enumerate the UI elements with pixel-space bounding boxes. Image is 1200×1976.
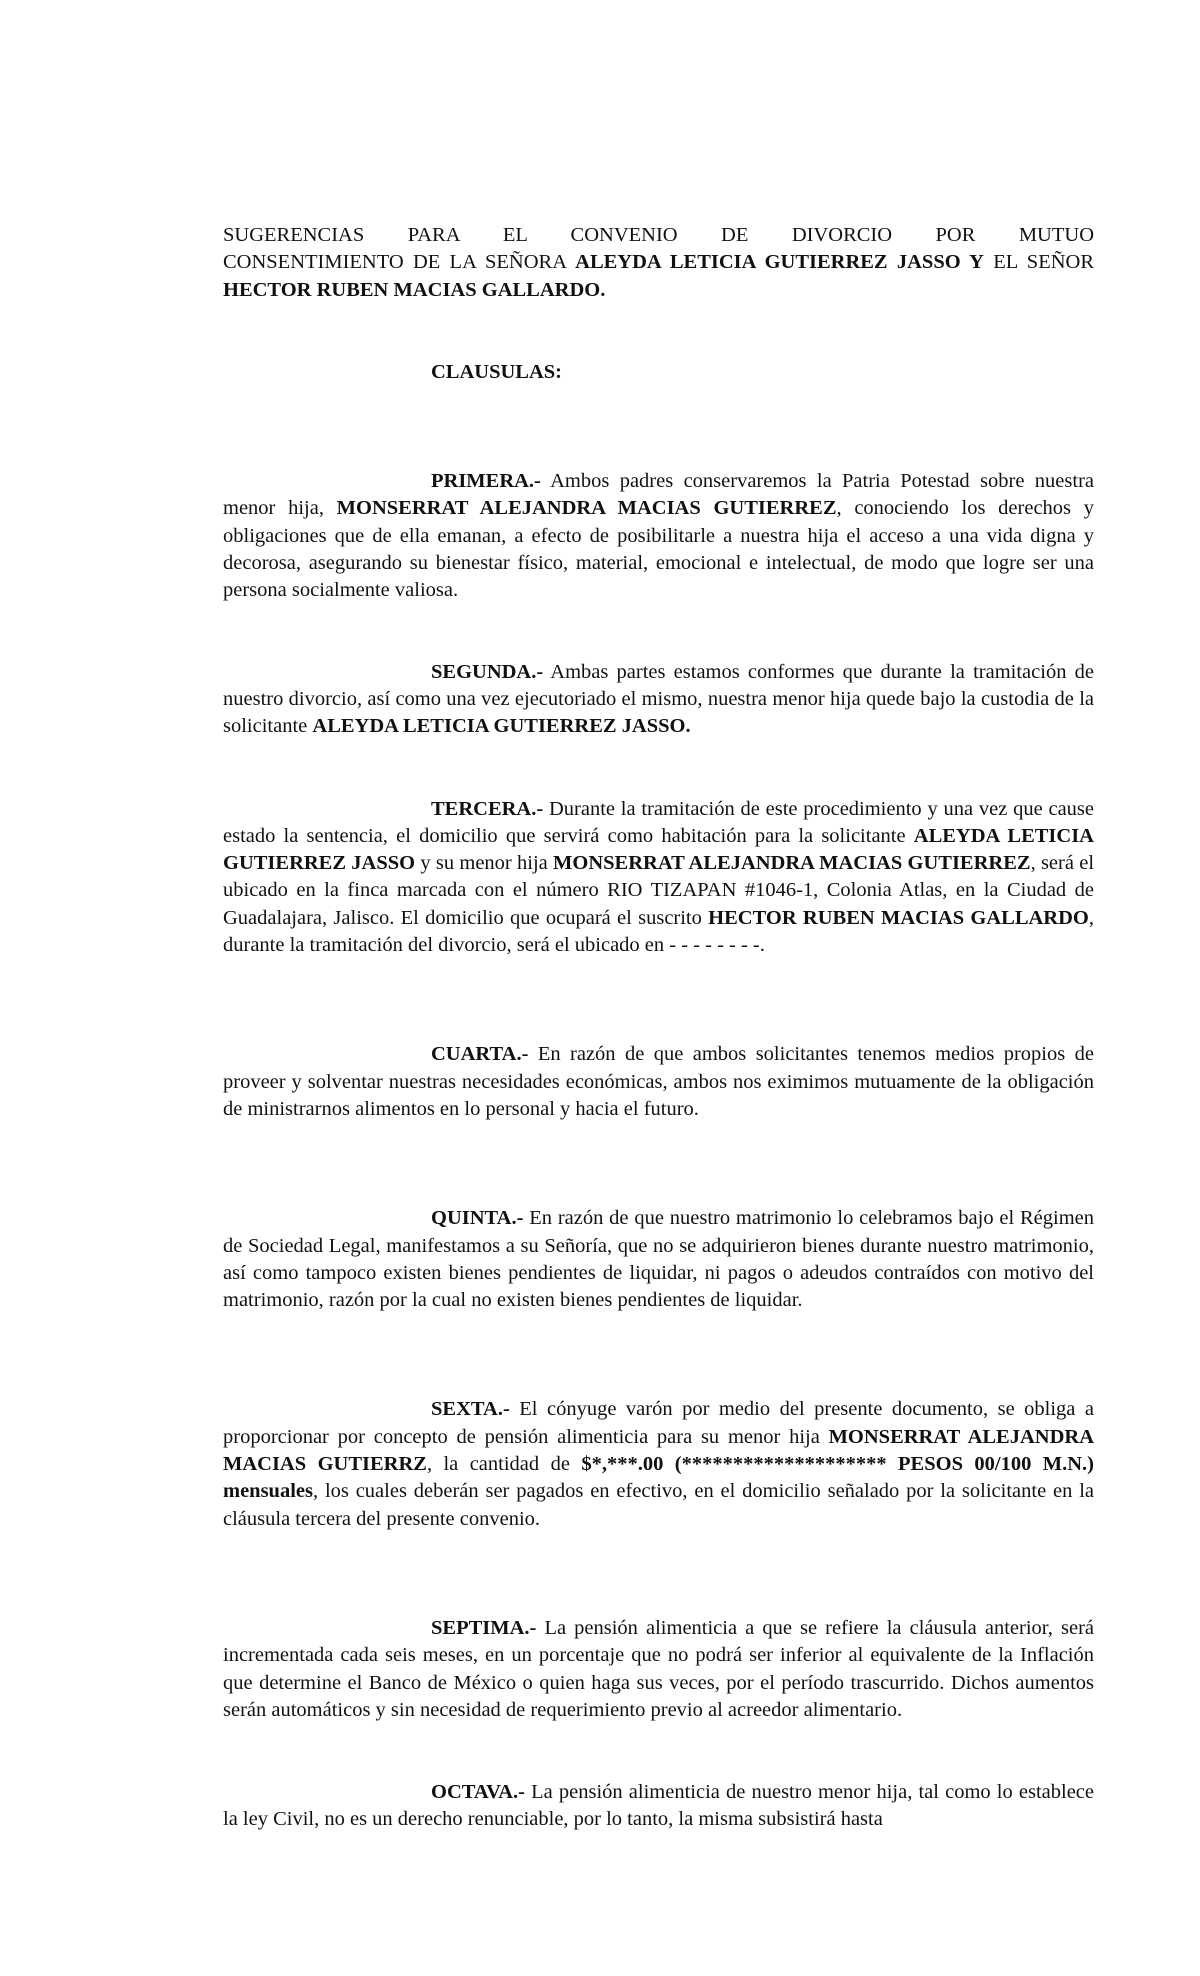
clause-text: , la cantidad de	[426, 1453, 582, 1476]
document-title	[223, 222, 1094, 304]
clause-label: TERCERA.-	[431, 797, 544, 820]
title-line-1: SUGERENCIAS PARA EL CONVENIO DE DIVORCIO POR MUTUO	[223, 224, 1094, 246]
clause-bold-text: MONSERRAT ALEJANDRA MACIAS GUTIERREZ	[336, 497, 837, 520]
clause-bold-text: MONSERRAT ALEJANDRA MACIAS GUTIERRZ	[223, 1425, 1094, 1476]
clause-primera	[223, 468, 1094, 604]
clause-text: Durante la tramitación de este procedimiento y una vez que cause estado la sentencia, el domicilio que servirá como habitación para la solicitante	[223, 797, 1094, 847]
clause-text: , será el ubicado en la finca marcada con el número RIO TIZAPAN #1046-1, Colonia Atlas, en la Ciudad de Guadalajara, Jalisco. El domicilio que ocupará el suscrito	[223, 852, 1095, 929]
clause-text: En razón de que ambos solicitantes tenemos medios propios de proveer y solventar nuestras necesidades económicas, ambos nos eximimos mutuamente de la obligación de ministrarnos alimentos en lo personal y hacia el futuro.	[223, 1043, 1094, 1120]
clause-text: El cónyuge varón por medio del presente documento, se obliga a proporcionar por concepto de pensión alimenticia para su menor hija	[223, 1398, 1094, 1448]
clause-octava	[223, 1779, 1094, 1834]
clause-label: SEGUNDA.-	[431, 660, 544, 683]
clause-text: La pensión alimenticia a que se refiere la cláusula anterior, será incrementada cada seis meses, en un porcentaje que no podrá ser inferior al equivalente de la Inflación que determine el Banco de México o quien haga sus veces, por el período trascurrido. Dichos aumentos serán automáticos y sin necesidad de requerimiento previo al acreedor alimentario.	[223, 1616, 1094, 1721]
clauses-heading: CLAUSULAS:	[431, 360, 562, 383]
clause-text: En razón de que nuestro matrimonio lo celebramos bajo el Régimen de Sociedad Legal, manifestamos a su Señoría, que no se adquirieron bienes durante nuestro matrimonio, así como tampoco existen bienes pendientes de liquidar, ni pagos o adeudos contraídos con motivo del matrimonio, razón por la cual no existen bienes pendientes de liquidar.	[223, 1207, 1094, 1312]
clause-text: y su menor hija	[415, 852, 554, 875]
title-party-1: ALEYDA LETICIA GUTIERREZ JASSO Y	[575, 251, 984, 274]
clause-bold-text: ALEYDA LETICIA GUTIERREZ JASSO.	[312, 715, 691, 738]
document-page	[223, 222, 1094, 1834]
clause-segunda	[223, 659, 1094, 741]
clause-tercera	[223, 796, 1094, 960]
clause-text: Ambas partes estamos conformes que durante la tramitación de nuestro divorcio, así como una vez ejecutoriado el mismo, nuestra menor hija quede bajo la custodia de la solicitante	[223, 660, 1094, 738]
clause-label: SEPTIMA.-	[431, 1616, 537, 1639]
clause-text: , durante la tramitación del divorcio, será el ubicado en - - - - - - - -.	[223, 906, 1094, 957]
clause-septima	[223, 1615, 1094, 1724]
clause-text: Ambos padres conservaremos la Patria Potestad sobre nuestra menor hija,	[223, 470, 1094, 520]
title-text: EL SEÑOR	[983, 251, 1094, 274]
clause-label: CUARTA.-	[431, 1043, 529, 1066]
clause-text: La pensión alimenticia de nuestro menor hija, tal como lo establece la ley Civil, no es un derecho renunciable, por lo tanto, la misma subsistirá hasta	[223, 1781, 1094, 1831]
clause-label: QUINTA.-	[431, 1207, 524, 1230]
clause-bold-text: MONSERRAT ALEJANDRA MACIAS GUTIERREZ	[553, 852, 1031, 875]
title-text: CONSENTIMIENTO DE LA SEÑORA	[223, 251, 576, 274]
clause-label: SEXTA.-	[431, 1398, 510, 1421]
clause-bold-text: $*,***.00 (******************** PESOS 00/100 M.N.) mensuales	[223, 1453, 1095, 1503]
clause-text: , conociendo los derechos y obligaciones que de ella emanan, a efecto de posibilitarle a nuestra hija el acceso a una vida digna y decorosa, asegurando su bienestar físico, material, emocional e intelectual, de modo que logre ser una persona socialmente valiosa.	[223, 497, 1094, 602]
title-party-2: HECTOR RUBEN MACIAS GALLARDO.	[223, 278, 606, 301]
clause-bold-text: HECTOR RUBEN MACIAS GALLARDO	[708, 906, 1089, 929]
clause-text: , los cuales deberán ser pagados en efectivo, en el domicilio señalado por la solicitante en la cláusula tercera del presente convenio.	[223, 1480, 1094, 1530]
clause-label: OCTAVA.-	[431, 1781, 525, 1804]
clause-quinta	[223, 1205, 1094, 1314]
clause-label: PRIMERA.-	[431, 470, 541, 493]
clause-bold-text: ALEYDA LETICIA GUTIERREZ JASSO	[223, 824, 1094, 875]
clause-sexta	[223, 1396, 1094, 1532]
clause-cuarta	[223, 1041, 1094, 1123]
